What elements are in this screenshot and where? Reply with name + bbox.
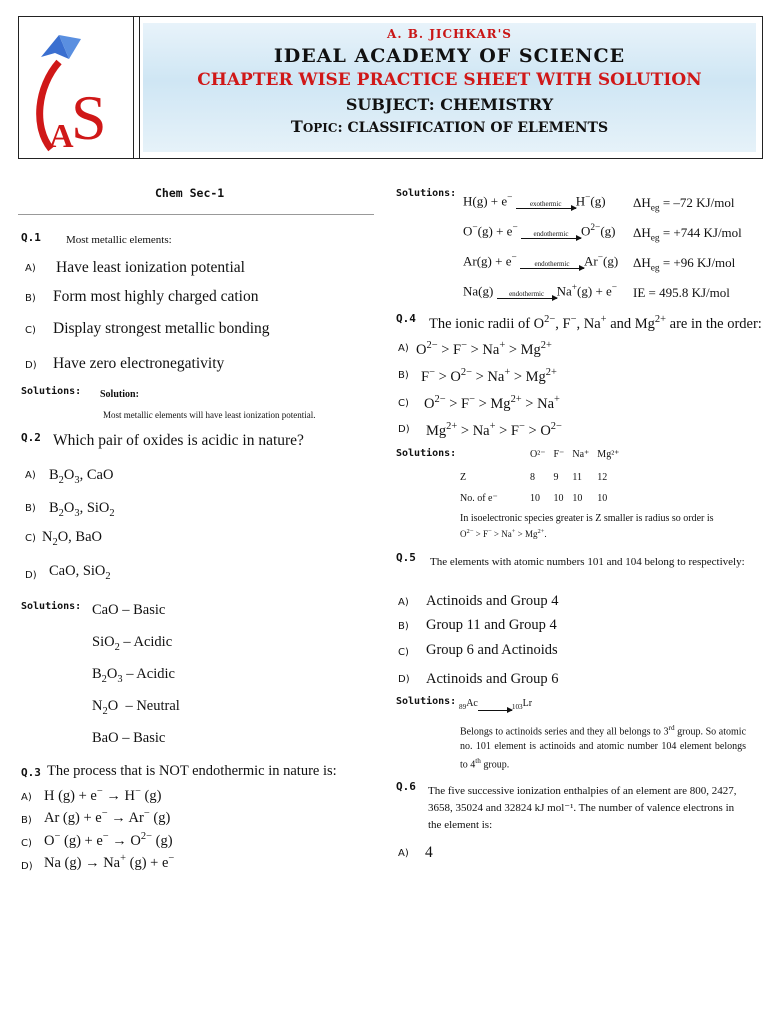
q3-solutions-label: Solutions: — [396, 188, 457, 199]
q5-label: Q.5 — [396, 551, 416, 564]
q3-sol-value-3: $\Delta H_{eg} = +96$ KJ/mol — [633, 255, 736, 274]
q2-sol-b2o3: $B_2O_3$ – Acidic — [92, 666, 175, 685]
q2-sol-cao: CaO – Basic — [92, 602, 166, 618]
table-cell: No. of e⁻ — [460, 493, 498, 504]
table-cell: Mg²⁺ — [597, 449, 620, 460]
q4-label: Q.4 — [396, 312, 416, 325]
q1-label: Q.1 — [21, 231, 41, 244]
q5-option-a: Actinoids and Group 4 — [426, 593, 559, 609]
q3-text: The process that is NOT endothermic in nature is: — [47, 763, 337, 779]
q3-sol-row-1: H(g) + e− exothermic H−(g) — [463, 193, 606, 209]
q1-option-d-letter: D) — [25, 360, 37, 371]
q5-option-b: Group 11 and Group 4 — [426, 617, 557, 633]
q1-option-c-letter: C) — [25, 325, 36, 336]
q3-option-d-letter: D) — [21, 861, 33, 872]
q3-label: Q.3 — [21, 766, 41, 779]
table-cell: F⁻ — [553, 449, 565, 460]
q4-option-d: $Mg^{2+} > Na^+ > F^- > O^{2-}$ — [426, 421, 562, 439]
q3-sol-row-4: Na(g) endothermic Na+(g) + e− — [463, 283, 618, 299]
table-cell: 10 — [597, 493, 608, 504]
q4-solutions-label: Solutions: — [396, 448, 457, 459]
table-cell: Z — [460, 472, 467, 483]
q3-option-b-letter: B) — [21, 815, 32, 826]
q5-text: The elements with atomic numbers 101 and 104 belong to respectively: — [430, 556, 745, 568]
q2-option-d: CaO, SiO$_2$ — [49, 563, 111, 582]
q6-option-a: 4 — [425, 844, 433, 861]
academy-logo-icon — [19, 17, 131, 157]
q2-sol-sio2: SiO$_2$ – Acidic — [92, 634, 173, 653]
q4-option-c-letter: C) — [398, 398, 409, 409]
logo-cell — [19, 17, 134, 158]
q6-text: The five successive ionization enthalpies of an element are 800, 2427, 3658, 35024 and 32824 kJ mol⁻¹. The number of valence electrons in the element is: — [428, 785, 737, 831]
q2-sol-n2o: $N_2O$ – Neutral — [92, 698, 180, 717]
table-row — [456, 466, 623, 489]
q6-option-a-letter: A) — [398, 848, 409, 859]
table-cell: 11 — [572, 472, 582, 483]
q1-option-a-letter: A) — [25, 263, 36, 274]
q2-option-c-letter: C) — [25, 533, 36, 544]
q2-option-a: $B_2O_3$, CaO — [49, 467, 114, 486]
table-cell: O²⁻ — [530, 449, 546, 460]
q5-solutions-label: Solutions: — [396, 696, 457, 707]
q1-option-c: Display strongest metallic bonding — [53, 320, 270, 337]
q1-text: Most metallic elements: — [66, 234, 172, 246]
q4-solution-table — [456, 449, 623, 510]
q1-solution-heading: Solution: — [100, 389, 139, 400]
section-divider — [18, 214, 374, 215]
q4-option-b: $F^- > O^{2-} > Na^+ > Mg^{2+}$ — [421, 367, 557, 385]
topic-line: TOPIC: CLASSIFICATION OF ELEMENTS — [290, 117, 609, 136]
q5-option-b-letter: B) — [398, 621, 409, 632]
q6-label: Q.6 — [396, 780, 416, 793]
table-row — [456, 489, 623, 510]
q4-option-a-letter: A) — [398, 343, 409, 354]
table-cell: 9 — [553, 472, 559, 483]
q5-option-c-letter: C) — [398, 647, 409, 658]
q5-option-a-letter: A) — [398, 597, 409, 608]
q3-sol-value-4: IE = 495.8 KJ/mol — [633, 285, 730, 300]
q4-option-c: $O^{2-} > F^- > Mg^{2+} > Na^+$ — [424, 394, 560, 412]
q2-option-a-letter: A) — [25, 470, 36, 481]
q1-option-d: Have zero electronegativity — [53, 355, 225, 372]
q2-solutions-label: Solutions: — [21, 601, 82, 612]
q1-option-a: Have least ionization potential — [56, 259, 245, 276]
q4-solution-text: In isoelectronic species greater is Z smaller is radius so order is — [460, 513, 714, 524]
q1-option-b: Form most highly charged cation — [53, 288, 259, 305]
q3-option-a: H (g) + e− → H− (g) — [44, 786, 162, 804]
section-title: Chem Sec-1 — [155, 186, 225, 200]
q3-option-a-letter: A) — [21, 792, 32, 803]
academy-title: IDEAL ACADEMY OF SCIENCE — [273, 45, 626, 67]
q3-option-d: Na (g) → Na+ (g) + e− — [44, 853, 175, 871]
subject-line: SUBJECT: CHEMISTRY — [345, 95, 554, 114]
table-cell: Na⁺ — [572, 449, 590, 460]
q4-solution-order: $O^{2-} > F^- > Na^+ > Mg^{2+}$. — [460, 528, 547, 539]
sheet-title: CHAPTER WISE PRACTICE SHEET WITH SOLUTION — [197, 70, 702, 90]
q4-option-a: $O^{2-} > F^- > Na^+ > Mg^{2+}$ — [416, 340, 552, 358]
table-cell: 10 — [572, 493, 583, 504]
q3-sol-row-3: Ar(g) + e− endothermic Ar−(g) — [463, 253, 619, 269]
table-cell: 8 — [530, 472, 535, 483]
q3-sol-value-2: $\Delta H_{eg} = +744$ KJ/mol — [633, 225, 742, 244]
q2-option-b: $B_2O_3$, SiO$_2$ — [49, 500, 115, 519]
q2-sol-bao: BaO – Basic — [92, 730, 166, 746]
q4-text: The ionic radii of $O^{2-}$, F−, Na+ and $Mg^{2+}$ are in the order: — [429, 314, 762, 332]
q5-solution-equation: $_{89}$Ac $_{103}$Lr — [459, 698, 533, 711]
q4-option-b-letter: B) — [398, 370, 409, 381]
q3-option-b: Ar (g) + e− → Ar− (g) — [44, 808, 171, 826]
header-divider — [139, 17, 140, 158]
q5-option-d-letter: D) — [398, 674, 410, 685]
q3-sol-value-1: $\Delta H_{eg} = -72$ KJ/mol — [633, 195, 735, 214]
q5-option-c: Group 6 and Actinoids — [426, 642, 558, 658]
q2-text: Which pair of oxides is acidic in nature? — [53, 432, 304, 449]
q2-option-b-letter: B) — [25, 503, 36, 514]
q4-option-d-letter: D) — [398, 424, 410, 435]
table-cell: 12 — [597, 472, 608, 483]
author-name: A. B. JICHKAR'S — [387, 27, 512, 41]
q1-solution-text: Most metallic elements will have least ionization potential. — [103, 410, 316, 420]
q3-sol-row-2: O−(g) + e− endothermic $O^{2-}(g)$ — [463, 223, 616, 239]
table-cell: 10 — [553, 493, 564, 504]
document-header — [18, 16, 763, 159]
q3-option-c: O− $(g) + e^- \to O^{2-}$ (g) — [44, 831, 173, 849]
table-row — [456, 449, 623, 466]
q3-option-c-letter: C) — [21, 838, 32, 849]
q2-option-d-letter: D) — [25, 570, 37, 581]
q2-label: Q.2 — [21, 431, 41, 444]
q5-solution-text: Belongs to actinoids series and they all belongs to 3rd group. So atomic no. 101 element is actinoids and atomic number 104 element belongs to 4th group. — [460, 724, 747, 771]
svg-text:A: A — [49, 118, 74, 155]
table-cell: 10 — [530, 493, 540, 504]
q1-option-b-letter: B) — [25, 293, 36, 304]
q2-option-c: $N_2O$, BaO — [42, 529, 103, 548]
svg-text:S: S — [71, 82, 107, 153]
table-cell — [456, 449, 526, 466]
q1-solutions-label: Solutions: — [21, 386, 82, 397]
q5-option-d: Actinoids and Group 6 — [426, 671, 559, 687]
